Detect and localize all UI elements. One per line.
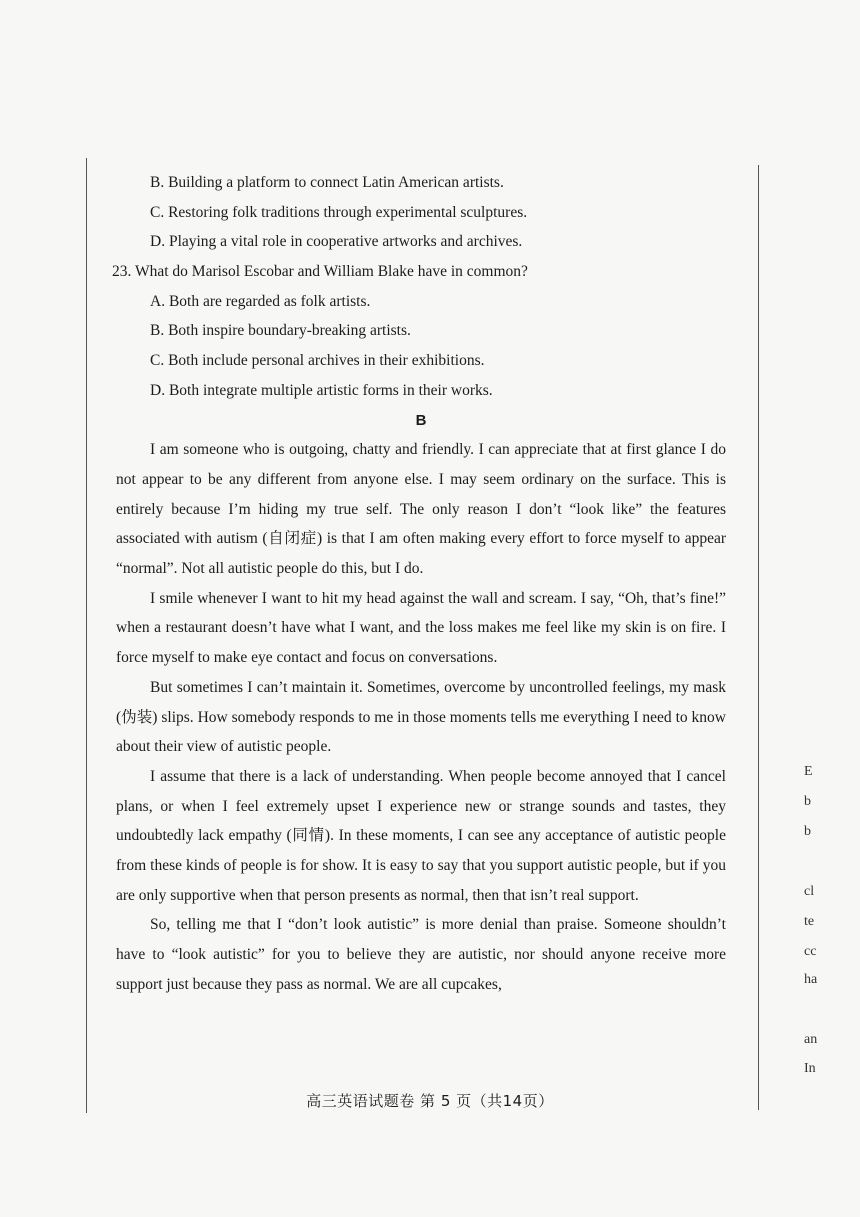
margin-fragment: b (804, 794, 811, 809)
question-23-option-c: C. Both include personal archives in their exhibitions. (150, 352, 485, 370)
paragraph-4 (116, 762, 726, 911)
question-23-stem: 23. What do Marisol Escobar and William Blake have in common? (112, 263, 528, 281)
margin-fragment: ha (804, 972, 818, 987)
question-23-option-a: A. Both are regarded as folk artists. (150, 292, 371, 310)
page-right-rule (758, 165, 759, 1110)
paragraph-3 (116, 673, 726, 762)
margin-fragment: an (804, 1032, 818, 1047)
margin-fragment: cl (804, 884, 815, 899)
paragraph-1 (116, 435, 726, 584)
option-c-prev: C. Restoring folk traditions through experimental sculptures. (150, 203, 528, 221)
margin-fragment: E (804, 764, 813, 779)
margin-fragment: te (804, 914, 815, 929)
section-label: B (415, 411, 427, 429)
exam-content (112, 168, 726, 1000)
paragraph-2 (116, 584, 726, 673)
paragraph-5 (116, 910, 726, 999)
margin-fragment: In (804, 1061, 816, 1076)
paragraph-1-text: I am someone who is outgoing, chatty and friendly. I can appreciate that at first glance I do not appear to be any different from anyone else. I may seem ordinary on the surface. This is entirely because I’m hiding my true self. The only reason I don’t “look like” the features associated with autism (自闭症) is that I am often making every effort to force myself to appear “normal”. Not all autistic people do this, but I do. (116, 441, 726, 577)
option-b-prev: B. Building a platform to connect Latin American artists. (150, 174, 504, 191)
margin-fragment: cc (804, 944, 817, 959)
option-d-prev: D. Playing a vital role in cooperative artworks and archives. (150, 233, 523, 251)
page-left-rule (86, 158, 87, 1113)
paragraph-3-text: But sometimes I can’t maintain it. Sometimes, overcome by uncontrolled feelings, my mask (伪装) slips. How somebody responds to me in those moments tells me everything I need to know about their view of autistic people. (116, 678, 726, 756)
paragraph-5-text: So, telling me that I “don’t look autistic” is more denial than praise. Someone shouldn’t have to “look autistic” for you to believe they are autistic, nor should anyone receive more support just because they pass as normal. We are all cupcakes, (116, 916, 726, 993)
question-23-option-b: B. Both inspire boundary-breaking artists. (150, 322, 411, 340)
question-23-option-d: D. Both integrate multiple artistic forms in their works. (150, 381, 493, 399)
margin-fragment: b (804, 824, 811, 839)
page-footer: 高三英语试题卷 第 5 页（共14页） (306, 1092, 554, 1110)
paragraph-2-text: I smile whenever I want to hit my head against the wall and scream. I say, “Oh, that’s fine!” when a restaurant doesn’t have what I want, and the loss makes me feel like my skin is on fire. I force myself to make eye contact and focus on conversations. (116, 589, 726, 667)
paragraph-4-text: I assume that there is a lack of understanding. When people become annoyed that I cancel plans, or when I feel extremely upset I experience new or strange sounds and tastes, they undoubtedly lack empathy (同情). In these moments, I can see any acceptance of autistic people from these kinds of people is for show. It is easy to say that you support autistic people, but if you are only supportive when that person presents as normal, then that isn’t real support. (116, 767, 726, 904)
